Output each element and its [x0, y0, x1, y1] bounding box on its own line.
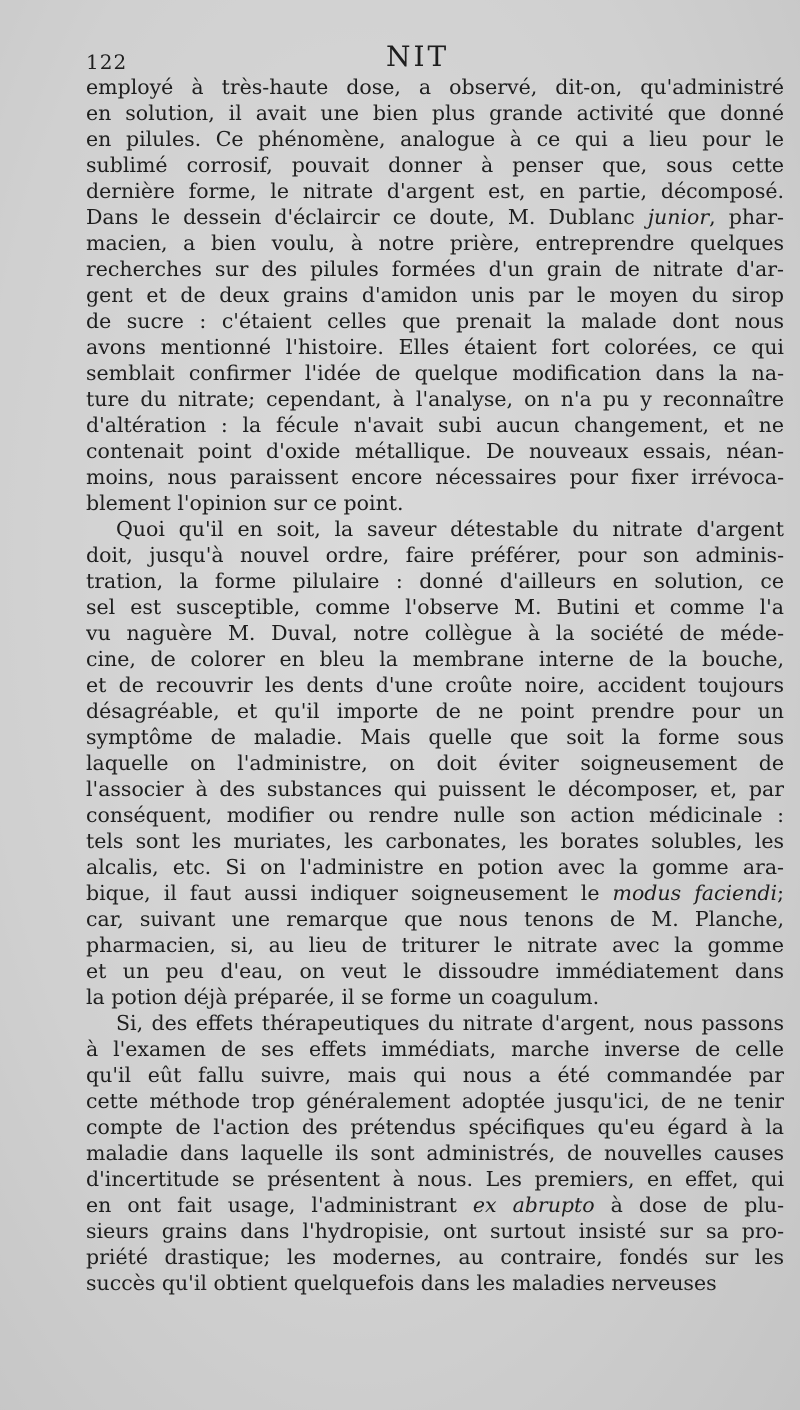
text-line	[86, 698, 784, 724]
text-line	[86, 1192, 784, 1218]
text-line	[86, 1166, 784, 1192]
text-line	[86, 360, 784, 386]
text-line	[86, 308, 784, 334]
running-head	[86, 40, 786, 74]
text-line	[86, 386, 784, 412]
text-segment: bique, il faut aussi indiquer soigneusement le	[86, 881, 613, 905]
paragraph	[86, 1010, 784, 1296]
text-line	[86, 932, 784, 958]
italic-phrase: modus faciendi	[612, 881, 778, 905]
text-segment: qu'il eût fallu suivre, mais qui nous a été commandée par	[86, 1063, 784, 1087]
text-line	[86, 438, 784, 464]
text-line	[86, 334, 784, 360]
text-line	[86, 1140, 784, 1166]
text-segment: cine, de colorer en bleu la membrane interne de la bouche,	[86, 647, 784, 671]
italic-phrase: ex abrupto	[472, 1193, 595, 1217]
text-line	[86, 1036, 784, 1062]
text-segment: succès qu'il obtient quelquefois dans les maladies nerveuses	[86, 1271, 717, 1295]
text-line	[86, 490, 784, 516]
text-line	[86, 802, 784, 828]
text-segment: moins, nous paraissent encore nécessaires pour fixer irrévoca-	[86, 465, 784, 489]
text-line	[86, 74, 784, 100]
text-line	[86, 672, 784, 698]
text-line	[86, 1218, 784, 1244]
text-segment: cette méthode trop généralement adoptée jusqu'ici, de ne tenir	[86, 1089, 784, 1113]
italic-phrase: junior	[647, 205, 710, 229]
text-line	[86, 1088, 784, 1114]
text-segment: sieurs grains dans l'hydropisie, ont surtout insisté sur sa pro-	[86, 1219, 784, 1243]
text-segment: d'altération : la fécule n'avait subi aucun changement, et ne	[86, 413, 784, 437]
text-line	[86, 1062, 784, 1088]
text-segment: Quoi qu'il en soit, la saveur détestable du nitrate d'argent	[116, 517, 784, 541]
text-line	[86, 750, 784, 776]
body-text	[86, 74, 784, 1296]
running-title: NIT	[386, 40, 450, 73]
text-segment: priété drastique; les modernes, au contraire, fondés sur les	[86, 1245, 784, 1269]
text-segment: vu naguère M. Duval, notre collègue à la société de méde-	[86, 621, 784, 645]
paragraph	[86, 74, 784, 516]
text-line	[86, 1270, 784, 1296]
text-segment: maladie dans laquelle ils sont administrés, de nouvelles causes	[86, 1141, 784, 1165]
text-segment: la potion déjà préparée, il se forme un coagulum.	[86, 985, 600, 1009]
text-line	[86, 880, 784, 906]
text-segment: à l'examen de ses effets immédiats, marche inverse de celle	[86, 1037, 784, 1061]
text-line	[86, 152, 784, 178]
text-segment: Si, des effets thérapeutiques du nitrate d'argent, nous passons	[116, 1011, 784, 1035]
text-segment: macien, a bien voulu, à notre prière, entreprendre quelques	[86, 231, 784, 255]
text-line	[86, 100, 784, 126]
text-line	[86, 256, 784, 282]
text-segment: symptôme de maladie. Mais quelle que soit la forme sous	[86, 725, 784, 749]
text-segment: sel est susceptible, comme l'observe M. Butini et comme l'a	[86, 595, 784, 619]
text-line	[86, 984, 784, 1010]
text-line	[86, 620, 784, 646]
text-line	[86, 516, 784, 542]
text-line	[86, 464, 784, 490]
text-line	[86, 724, 784, 750]
text-segment: doit, jusqu'à nouvel ordre, faire préférer, pour son adminis-	[86, 543, 784, 567]
text-segment: désagréable, et qu'il importe de ne point prendre pour un	[86, 699, 784, 723]
text-segment: tration, la forme pilulaire : donné d'ailleurs en solution, ce	[86, 569, 784, 593]
text-segment: et de recouvrir les dents d'une croûte noire, accident toujours	[86, 673, 784, 697]
text-line	[86, 282, 784, 308]
text-segment: gent et de deux grains d'amidon unis par le moyen du sirop	[86, 283, 784, 307]
text-segment: tels sont les muriates, les carbonates, les borates solubles, les	[86, 829, 784, 853]
text-segment: car, suivant une remarque que nous tenons de M. Planche,	[86, 907, 784, 931]
text-line	[86, 854, 784, 880]
text-segment: laquelle on l'administre, on doit éviter soigneusement de	[86, 751, 784, 775]
text-segment: contenait point d'oxide métallique. De nouveaux essais, néan-	[86, 439, 784, 463]
text-segment: , phar-	[709, 205, 784, 229]
text-segment: compte de l'action des prétendus spécifiques qu'eu égard à la	[86, 1115, 784, 1139]
text-line	[86, 412, 784, 438]
text-segment: d'incertitude se présentent à nous. Les premiers, en effet, qui	[86, 1167, 784, 1191]
text-line	[86, 230, 784, 256]
text-line	[86, 204, 784, 230]
text-line	[86, 126, 784, 152]
text-segment: ;	[777, 881, 784, 905]
text-segment: blement l'opinion sur ce point.	[86, 491, 404, 515]
text-segment: recherches sur des pilules formées d'un grain de nitrate d'ar-	[86, 257, 784, 281]
text-line	[86, 178, 784, 204]
text-segment: alcalis, etc. Si on l'administre en potion avec la gomme ara-	[86, 855, 784, 879]
page-number: 122	[86, 50, 128, 74]
text-segment: à dose de plu-	[594, 1193, 784, 1217]
text-line	[86, 906, 784, 932]
paragraph	[86, 516, 784, 1010]
text-segment: semblait confirmer l'idée de quelque modification dans la na-	[86, 361, 784, 385]
text-segment: conséquent, modifier ou rendre nulle son action médicinale :	[86, 803, 784, 827]
text-segment: dernière forme, le nitrate d'argent est, en partie, décomposé.	[86, 179, 784, 203]
text-line	[86, 1244, 784, 1270]
text-segment: sublimé corrosif, pouvait donner à penser que, sous cette	[86, 153, 784, 177]
text-segment: en solution, il avait une bien plus grande activité que donné	[86, 101, 784, 125]
text-segment: avons mentionné l'histoire. Elles étaient fort colorées, ce qui	[86, 335, 784, 359]
text-segment: et un peu d'eau, on veut le dissoudre immédiatement dans	[86, 959, 784, 983]
text-line	[86, 1114, 784, 1140]
text-line	[86, 568, 784, 594]
text-line	[86, 646, 784, 672]
text-line	[86, 828, 784, 854]
text-segment: Dans le dessein d'éclaircir ce doute, M. Dublanc	[86, 205, 648, 229]
text-line	[86, 594, 784, 620]
text-segment: employé à très-haute dose, a observé, dit-on, qu'administré	[86, 75, 784, 99]
text-segment: en ont fait usage, l'administrant	[86, 1193, 473, 1217]
text-line	[86, 958, 784, 984]
text-line	[86, 1010, 784, 1036]
text-segment: l'associer à des substances qui puissent le décomposer, et, par	[86, 777, 784, 801]
text-segment: de sucre : c'étaient celles que prenait la malade dont nous	[86, 309, 784, 333]
text-line	[86, 776, 784, 802]
text-segment: pharmacien, si, au lieu de triturer le nitrate avec la gomme	[86, 933, 784, 957]
text-segment: en pilules. Ce phénomène, analogue à ce qui a lieu pour le	[86, 127, 784, 151]
text-segment: ture du nitrate; cependant, à l'analyse, on n'a pu y reconnaître	[86, 387, 784, 411]
text-line	[86, 542, 784, 568]
